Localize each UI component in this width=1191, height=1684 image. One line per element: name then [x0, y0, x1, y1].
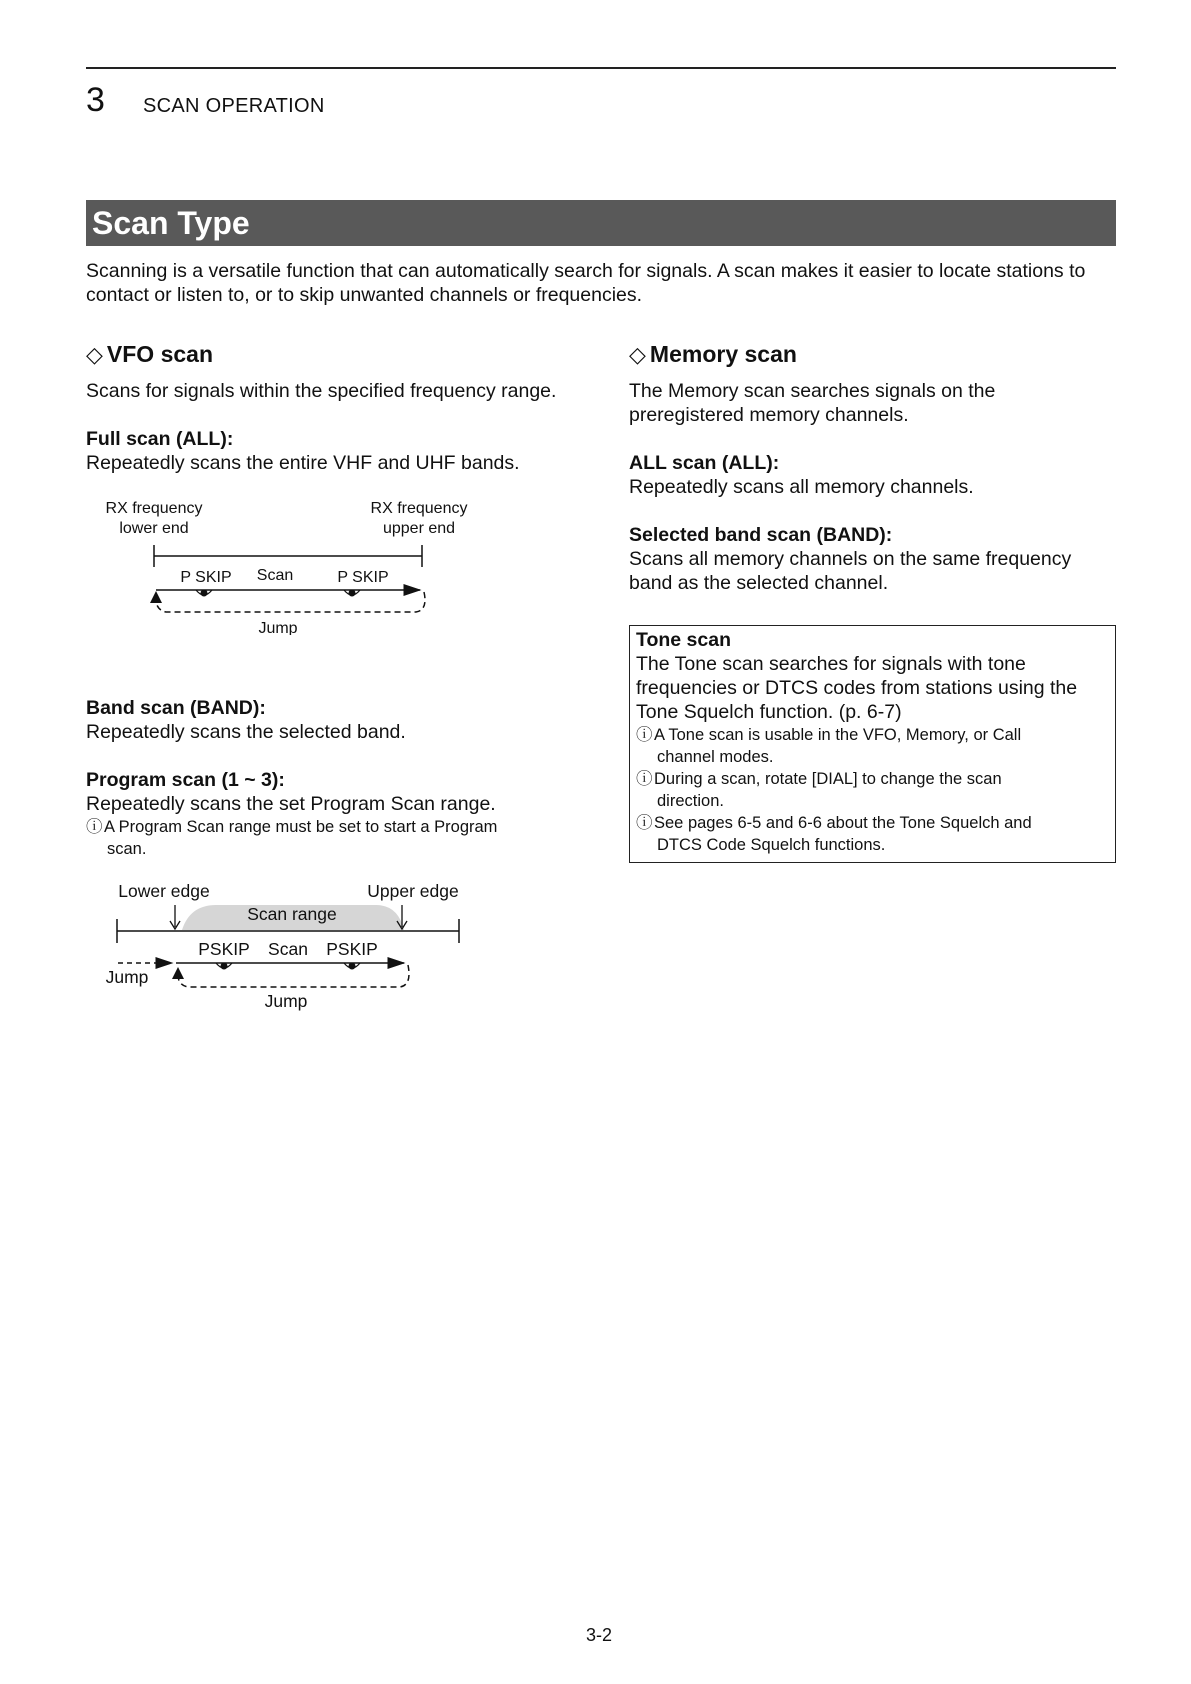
pskip-right-label: P SKIP — [337, 569, 389, 586]
rx-upper-label-2: upper end — [382, 520, 456, 537]
jump-arrowhead — [150, 591, 162, 603]
tone-scan-content: Tone scan The Tone scan searches for signals with tone frequencies or DTCS codes from stations using the Tone Squelch function. (p. 6-7) ⓘA Tone scan is usable in the VFO, Memory, or Call channel modes. ⓘDuring a scan, rotate [DIAL] to change the scan direction. ⓘSee pages 6-5 and 6-6 about the Tone Squelch and DTCS Code Squelch functions. — [636, 628, 1116, 856]
band-scan-text: Repeatedly scans the selected band. — [86, 721, 406, 743]
full-scan-title: Full scan (ALL): — [86, 428, 234, 450]
jump-left-label: Jump — [105, 967, 149, 987]
lower-edge-label: Lower edge — [118, 881, 210, 901]
memory-scan-heading-text: Memory scan — [649, 341, 797, 367]
jump-bottom-label: Jump — [264, 991, 308, 1011]
memory-scan-description: The Memory scan searches signals on the preregistered memory channels. — [629, 380, 996, 426]
pskip-right-label: PSKIP — [326, 939, 378, 959]
full-scan-text: Repeatedly scans the entire VHF and UHF bands. — [86, 452, 520, 474]
band-scan-title: Band scan (BAND): — [86, 697, 266, 719]
jump-arrowhead — [172, 967, 184, 979]
jump-return-path — [178, 965, 409, 987]
jump-label: Jump — [258, 620, 298, 635]
jump-return-path — [156, 592, 425, 612]
chapter-title: SCAN OPERATION — [143, 95, 325, 117]
program-scan-diagram — [86, 875, 486, 1015]
diamond-icon: ◇ — [629, 342, 646, 367]
section-intro: Scanning is a versatile function that can automatically search for signals. A scan makes it easier to locate stations to contact or listen to, or to skip unwanted channels or frequencies. — [86, 260, 1086, 306]
program-scan-text: Repeatedly scans the set Program Scan range. — [86, 793, 496, 815]
tone-scan-note-3: ⓘSee pages 6-5 and 6-6 about the Tone Squelch and DTCS Code Squelch functions. — [636, 814, 1032, 854]
rx-lower-label-1: RX frequency — [105, 500, 203, 517]
header-rule — [86, 67, 1116, 69]
diamond-icon: ◇ — [86, 342, 103, 367]
memory-scan-heading — [629, 340, 797, 369]
all-scan-text: Repeatedly scans all memory channels. — [629, 476, 974, 498]
vfo-scan-heading — [86, 340, 213, 369]
tone-scan-note-2: ⓘDuring a scan, rotate [DIAL] to change the scan direction. — [636, 770, 1002, 810]
pskip-left-label: P SKIP — [180, 569, 232, 586]
upper-edge-label: Upper edge — [367, 881, 459, 901]
rx-lower-label-2: lower end — [119, 520, 189, 537]
info-icon: ⓘ — [86, 818, 103, 836]
tone-scan-title: Tone scan — [636, 629, 731, 651]
scan-label: Scan — [268, 939, 308, 959]
rx-upper-label-1: RX frequency — [370, 500, 468, 517]
scan-range-label: Scan range — [247, 904, 337, 924]
all-scan-title: ALL scan (ALL): — [629, 452, 780, 474]
vfo-scan-description: Scans for signals within the specified frequency range. — [86, 380, 557, 402]
page-number: 3-2 — [586, 1625, 613, 1645]
section-title: Scan Type — [92, 205, 250, 241]
selected-band-scan-title: Selected band scan (BAND): — [629, 524, 893, 546]
scan-label: Scan — [256, 567, 294, 584]
chapter-number: 3 — [86, 81, 105, 119]
full-scan-diagram — [86, 495, 486, 635]
pskip-left-label: PSKIP — [198, 939, 250, 959]
program-scan-title: Program scan (1 ~ 3): — [86, 769, 285, 791]
info-icon: ⓘ — [636, 726, 653, 744]
tone-scan-note-1: ⓘA Tone scan is usable in the VFO, Memory, or Call channel modes. — [636, 726, 1022, 766]
selected-band-scan-text: Scans all memory channels on the same frequency band as the selected channel. — [629, 548, 1072, 594]
vfo-scan-heading-text: VFO scan — [106, 341, 214, 367]
program-scan-note: ⓘA Program Scan range must be set to start a Program scan. — [86, 818, 498, 858]
info-icon: ⓘ — [636, 814, 653, 832]
info-icon: ⓘ — [636, 770, 653, 788]
